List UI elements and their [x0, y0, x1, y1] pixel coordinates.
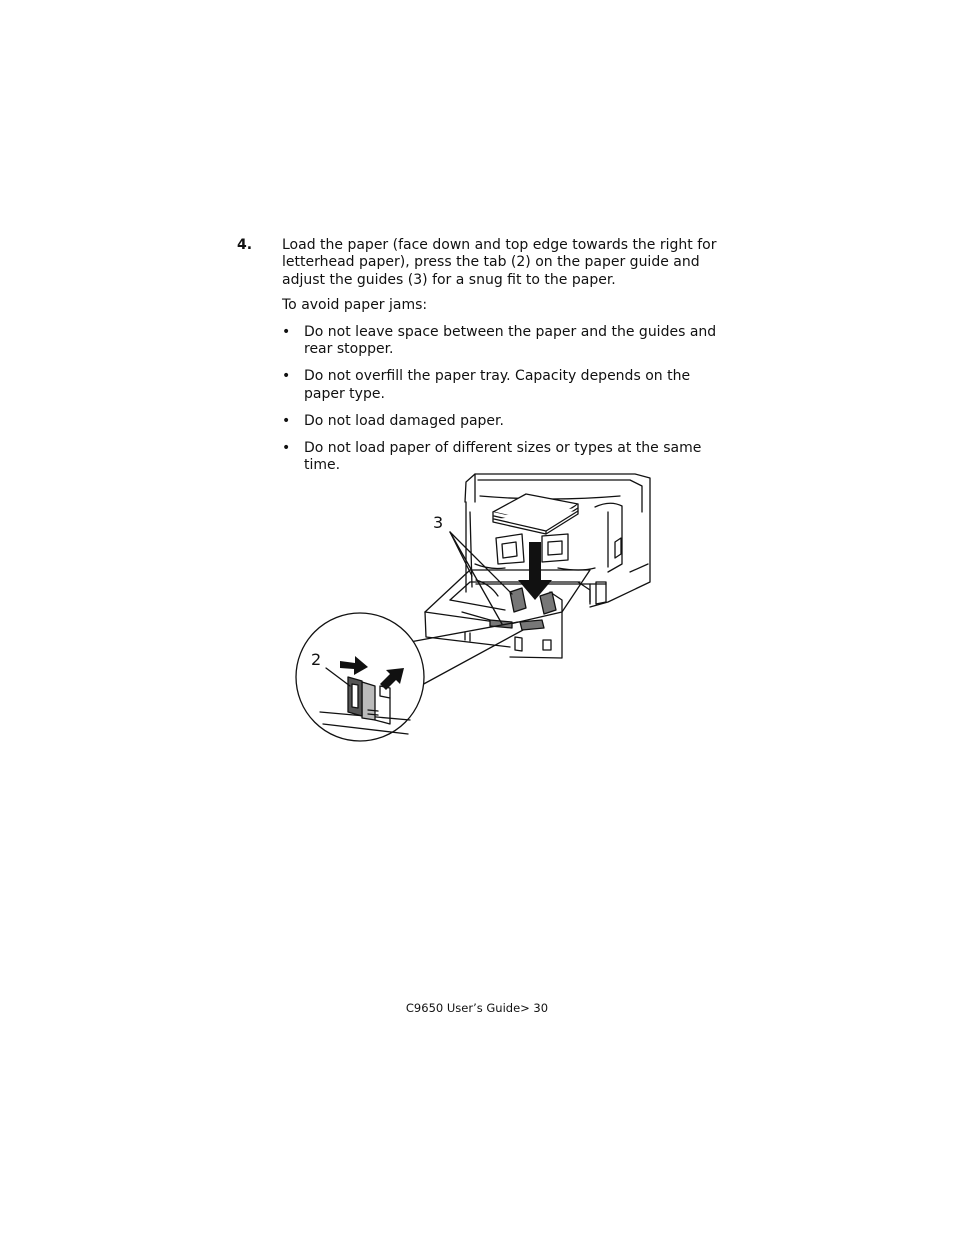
- bullet-icon: •: [282, 439, 291, 456]
- paper-loading-illustration: [290, 472, 660, 748]
- list-item: [282, 440, 722, 475]
- paper-tray: [425, 570, 590, 658]
- list-item-text: Do not leave space between the paper and the guides and rear stopper.: [304, 324, 717, 358]
- paper-stack: [493, 494, 578, 534]
- list-item-text: Do not load paper of different sizes or types at the same time.: [304, 439, 702, 474]
- list-item: [282, 324, 722, 359]
- callout-3-label: 3: [433, 513, 444, 532]
- jam-prevention-lead: To avoid paper jams:: [282, 297, 428, 313]
- magnified-tab-inset: [296, 613, 424, 741]
- list-item: [282, 413, 722, 430]
- bullet-icon: •: [282, 368, 291, 385]
- bullet-icon: •: [282, 412, 291, 429]
- step-number: 4.: [237, 237, 253, 253]
- bullet-icon: •: [282, 324, 291, 340]
- step-instruction: Load the paper (face down and top edge towards the right for letterhead paper), press the tab (2) on the paper guide and adjust the guides (3) for a snug fit to the paper.: [282, 237, 717, 288]
- list-item-text: Do not load damaged paper.: [304, 412, 504, 429]
- callout-2-label: 2: [311, 650, 322, 669]
- jam-prevention-list: [282, 324, 722, 484]
- list-item: [282, 368, 722, 403]
- list-item-text: Do not overfill the paper tray. Capacity depends on the paper type.: [304, 368, 691, 402]
- printer-illustration: [465, 474, 650, 607]
- page-footer: C9650 User’s Guide> 30: [405, 1001, 549, 1015]
